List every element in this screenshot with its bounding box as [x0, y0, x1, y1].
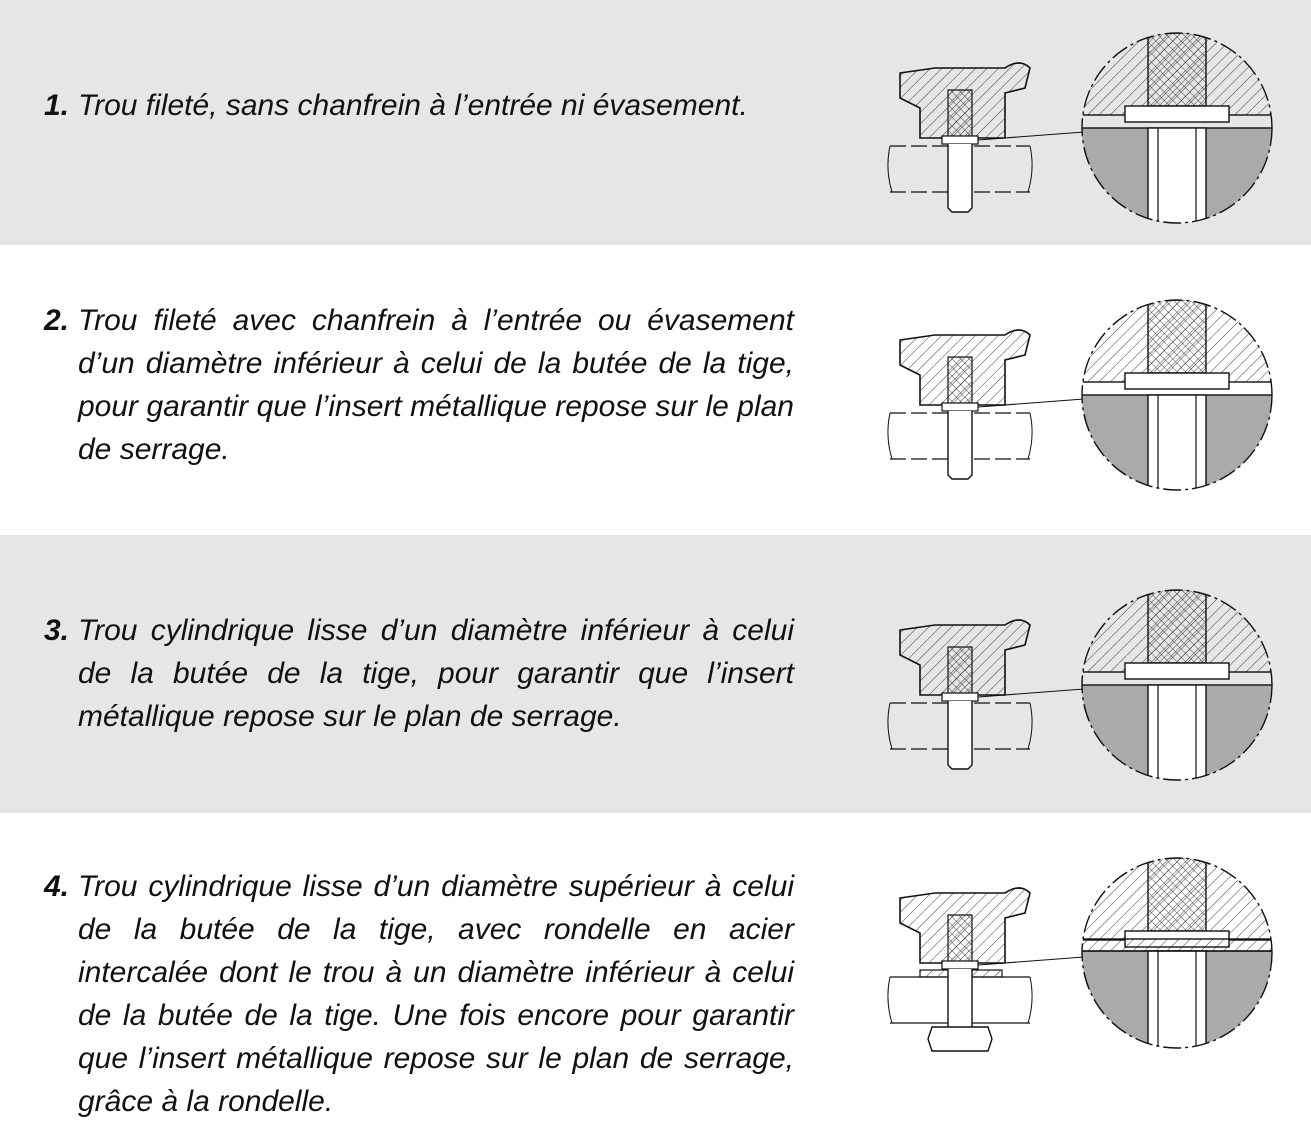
item-3-number: 3. [44, 614, 70, 647]
detail-stem-collar [1125, 663, 1229, 679]
metal-insert [948, 915, 972, 963]
row-3 [0, 535, 1311, 813]
detail-insert-section [1148, 585, 1206, 663]
detail-stem-collar [1125, 106, 1229, 122]
detail-insert-section [1148, 853, 1206, 931]
figure-2-drawing [880, 295, 1280, 495]
figure-4 [880, 853, 1280, 1083]
figure-1-drawing [880, 28, 1280, 228]
item-2-number: 2. [44, 304, 70, 337]
item-4-text: Trou cylindrique lisse d’un diamètre supérieur à celui de la butée de la tige, avec rondelle en acier intercalée dont le trou à un diamètre inférieur à celui de la butée de la tige. Une fois encore pour garantir que l’insert métallique repose sur le plan de serrage, grâce à la rondelle. [78, 870, 794, 1118]
item-1-text: Trou fileté, sans chanfrein à l’entrée ni évasement. [78, 89, 748, 122]
row-4 [0, 813, 1311, 1118]
item-2 [44, 299, 794, 471]
row-1 [0, 0, 1311, 245]
item-4 [44, 865, 794, 1123]
detail-view [1080, 28, 1280, 228]
item-3-text: Trou cylindrique lisse d’un diamètre inférieur à celui de la butée de la tige, pour garantir que l’insert métallique repose sur le plan de serrage. [78, 614, 794, 733]
item-1 [44, 84, 794, 127]
stem-collar [942, 403, 978, 411]
detail-stem-section [1148, 128, 1206, 228]
stem-collar [942, 693, 978, 701]
figure-3 [880, 585, 1280, 785]
item-4-number: 4. [44, 870, 70, 903]
detail-view [1080, 585, 1280, 785]
threaded-stem [948, 144, 972, 212]
detail-insert-section [1148, 28, 1206, 106]
threaded-stem [948, 701, 972, 769]
threaded-stem [948, 411, 972, 479]
metal-insert [948, 90, 972, 138]
detail-stem-collar [1125, 373, 1229, 389]
figure-3-drawing [880, 585, 1280, 785]
metal-insert [948, 357, 972, 405]
detail-washer-section [1080, 939, 1280, 951]
detail-view [1080, 853, 1280, 1061]
detail-view [1080, 295, 1280, 495]
figure-1 [880, 28, 1280, 228]
item-3 [44, 609, 794, 738]
row-2 [0, 245, 1311, 535]
detail-insert-section [1148, 295, 1206, 373]
stem-collar [942, 961, 978, 969]
detail-stem-section [1148, 395, 1206, 495]
stem-collar [942, 136, 978, 144]
item-2-text: Trou fileté avec chanfrein à l’entrée ou évasement d’un diamètre inférieur à celui de la butée de la tige, pour garantir que l’insert métallique repose sur le plan de serrage. [78, 304, 794, 466]
figure-2 [880, 295, 1280, 495]
detail-stem-section [1148, 951, 1206, 1061]
item-1-number: 1. [44, 89, 70, 122]
figure-4-drawing [880, 853, 1280, 1083]
metal-insert [948, 647, 972, 695]
detail-stem-section [1148, 685, 1206, 785]
hex-nut [928, 1027, 992, 1051]
